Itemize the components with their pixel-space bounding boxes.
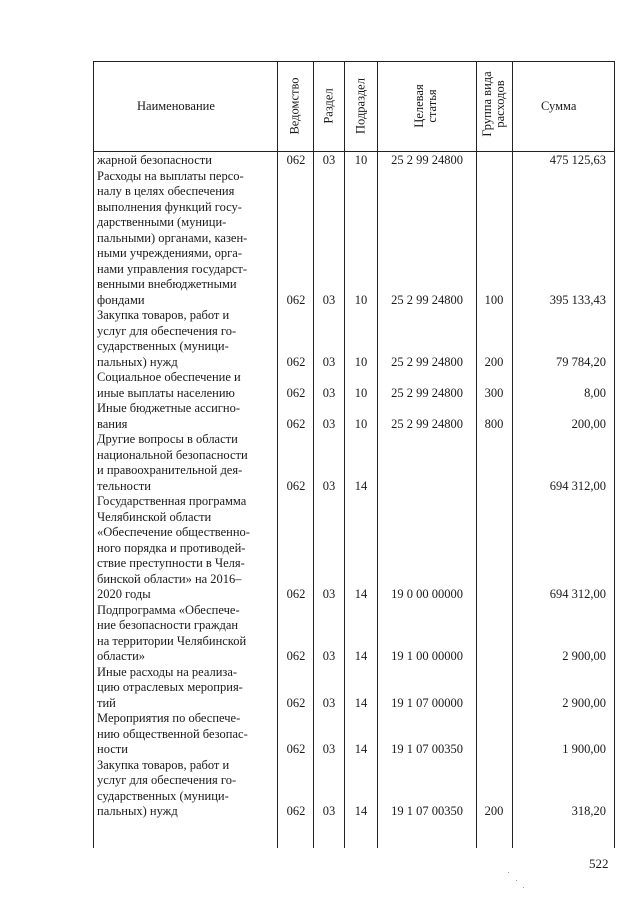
row-name-line: цию отраслевых мероприя-	[97, 680, 243, 694]
table-row	[0, 153, 640, 169]
row-name-line: области»	[97, 649, 146, 663]
row-name-line: пальных) нужд	[97, 804, 178, 818]
cell-vedomstvo: 062	[286, 478, 306, 493]
row-name-line: жарной безопасности	[97, 153, 212, 167]
row-name-line: иные выплаты населению	[97, 385, 235, 400]
table-row	[0, 169, 640, 309]
cell-razdel: 03	[322, 804, 336, 818]
scan-speck	[523, 887, 524, 888]
cell-summa: 8,00	[584, 385, 606, 400]
table-row	[0, 758, 640, 820]
row-name-line: Иные бюджетные ассигно-	[97, 401, 241, 415]
cell-gruppa-vida: 100	[484, 292, 504, 307]
cell-gruppa-vida: 200	[484, 354, 504, 369]
row-name-line: ного порядка и противодей-	[97, 540, 246, 555]
cell-summa: 200,00	[571, 416, 606, 431]
row-name-line: Другие вопросы в области	[97, 432, 238, 446]
cell-summa: 2 900,00	[562, 649, 606, 663]
row-name-line: вания	[97, 416, 128, 431]
cell-vedomstvo: 062	[286, 649, 306, 663]
table-row	[0, 665, 640, 712]
table-row	[0, 370, 640, 401]
cell-vedomstvo: 062	[286, 695, 306, 710]
cell-summa: 79 784,20	[556, 354, 606, 369]
table-row	[0, 401, 640, 432]
header-gruppa	[481, 71, 507, 136]
row-name	[97, 603, 273, 665]
row-name	[97, 432, 273, 494]
row-name-line: национальной безопасности	[97, 447, 248, 462]
cell-podrazdel: 10	[354, 385, 368, 400]
cell-summa: 2 900,00	[562, 695, 606, 710]
row-name	[97, 169, 273, 309]
row-name	[97, 711, 273, 758]
cell-celevaya-statya: 19 1 07 00350	[391, 804, 463, 818]
row-name-line: венными внебюджетными	[97, 277, 237, 291]
row-name	[97, 401, 273, 432]
header-name: Наименование	[137, 99, 215, 113]
cell-celevaya-statya: 19 0 00 00000	[391, 587, 463, 601]
table-row	[0, 432, 640, 494]
header-razdel: Раздел	[321, 88, 336, 124]
cell-razdel: 03	[322, 695, 336, 710]
row-name	[97, 758, 273, 820]
cell-summa: 318,20	[571, 804, 606, 818]
cell-celevaya-statya: 19 1 07 00000	[391, 695, 463, 710]
cell-vedomstvo: 062	[286, 385, 306, 400]
row-name-line: ние безопасности граждан	[97, 618, 239, 632]
row-name-line: Закупка товаров, работ и	[97, 308, 230, 322]
row-name-line: на территории Челябинской	[97, 633, 247, 648]
table-row	[0, 711, 640, 758]
scan-speck	[508, 872, 509, 873]
table-row	[0, 603, 640, 665]
header-summa: Сумма	[541, 99, 577, 113]
cell-celevaya-statya: 19 1 07 00350	[391, 742, 463, 756]
row-name-line: услуг для обеспечения го-	[97, 773, 237, 787]
cell-razdel: 03	[322, 292, 336, 307]
row-name	[97, 308, 273, 370]
row-name	[97, 370, 273, 401]
cell-podrazdel: 10	[354, 292, 368, 307]
row-name-line: Государственная программа	[97, 494, 247, 508]
cell-celevaya-statya: 25 2 99 24800	[391, 153, 463, 167]
row-name-line: пальными) органами, казен-	[97, 230, 248, 245]
cell-podrazdel: 14	[354, 804, 368, 818]
cell-razdel: 03	[322, 649, 336, 663]
cell-celevaya-statya: 25 2 99 24800	[391, 292, 463, 307]
cell-razdel: 03	[322, 742, 336, 756]
row-name-line: и правоохранительной дея-	[97, 463, 243, 477]
row-name	[97, 494, 273, 603]
cell-summa: 395 133,43	[549, 292, 606, 307]
row-name	[97, 665, 273, 712]
row-name-line: фондами	[97, 292, 145, 307]
header-celevaya	[413, 84, 439, 127]
cell-razdel: 03	[322, 416, 336, 431]
header-celevaya-line1: Целевая	[412, 84, 426, 128]
row-name-line: Расходы на выплаты персо-	[97, 168, 244, 183]
row-name-line: ными учреждениями, орга-	[97, 246, 243, 260]
row-name-line: нию общественной безопас-	[97, 726, 248, 741]
cell-vedomstvo: 062	[286, 354, 306, 369]
cell-celevaya-statya: 19 1 00 00000	[391, 649, 463, 663]
cell-summa: 475 125,63	[549, 153, 606, 167]
table-row	[0, 494, 640, 603]
cell-podrazdel: 10	[354, 153, 368, 167]
cell-podrazdel: 10	[354, 416, 368, 431]
cell-podrazdel: 10	[354, 354, 368, 369]
table-row	[0, 308, 640, 370]
row-name-line: выполнения функций госу-	[97, 199, 242, 214]
header-gruppa-line1: Группа вида	[480, 71, 494, 137]
row-name-line: пальных) нужд	[97, 354, 178, 369]
row-name-line: 2020 годы	[97, 587, 151, 601]
cell-summa: 694 312,00	[549, 587, 606, 601]
row-name-line: тий	[97, 695, 116, 710]
cell-gruppa-vida: 200	[484, 804, 504, 818]
header-bottom-border	[93, 151, 615, 152]
cell-summa: 1 900,00	[562, 742, 606, 756]
row-name-line: услуг для обеспечения го-	[97, 323, 237, 338]
row-name-line: тельности	[97, 478, 151, 493]
row-name-line: дарственными (муници-	[97, 215, 227, 229]
header-celevaya-line2: статья	[425, 89, 439, 123]
cell-razdel: 03	[322, 354, 336, 369]
cell-gruppa-vida: 800	[484, 416, 504, 431]
cell-vedomstvo: 062	[286, 416, 306, 431]
cell-vedomstvo: 062	[286, 153, 306, 167]
cell-gruppa-vida: 300	[484, 385, 504, 400]
scan-speck	[516, 880, 517, 881]
cell-vedomstvo: 062	[286, 742, 306, 756]
row-name-line: ности	[97, 742, 128, 756]
row-name-line: Закупка товаров, работ и	[97, 757, 230, 772]
cell-podrazdel: 14	[354, 742, 368, 756]
cell-podrazdel: 14	[354, 695, 368, 710]
row-name-line: Иные расходы на реализа-	[97, 664, 238, 679]
row-name-line: налу в целях обеспечения	[97, 184, 235, 198]
row-name-line: Подпрограмма «Обеспече-	[97, 602, 240, 617]
row-name	[97, 153, 273, 169]
table-top-border	[93, 61, 615, 62]
cell-razdel: 03	[322, 153, 336, 167]
row-name-line: сударственных (муници-	[97, 788, 229, 803]
cell-celevaya-statya: 25 2 99 24800	[391, 385, 463, 400]
cell-vedomstvo: 062	[286, 587, 306, 601]
cell-podrazdel: 14	[354, 649, 368, 663]
row-name-line: сударственных (муници-	[97, 339, 229, 353]
cell-razdel: 03	[322, 385, 336, 400]
cell-vedomstvo: 062	[286, 804, 306, 818]
row-name-line: Социальное обеспечение и	[97, 370, 241, 384]
header-podrazdel: Подраздел	[353, 78, 368, 134]
cell-celevaya-statya: 25 2 99 24800	[391, 416, 463, 431]
cell-razdel: 03	[322, 478, 336, 493]
row-name-line: ствие преступности в Челя-	[97, 556, 245, 570]
cell-celevaya-statya: 25 2 99 24800	[391, 354, 463, 369]
row-name-line: Мероприятия по обеспече-	[97, 711, 241, 725]
cell-summa: 694 312,00	[549, 478, 606, 493]
row-name-line: бинской области» на 2016–	[97, 571, 242, 586]
header-vedomstvo: Ведомство	[287, 77, 302, 135]
row-name-line: нами управления государст-	[97, 261, 248, 276]
cell-vedomstvo: 062	[286, 292, 306, 307]
cell-podrazdel: 14	[354, 478, 368, 493]
cell-razdel: 03	[322, 587, 336, 601]
page-number: 522	[589, 856, 609, 871]
cell-podrazdel: 14	[354, 587, 368, 601]
row-name-line: «Обеспечение общественно-	[97, 525, 250, 539]
header-gruppa-line2: расходов	[493, 80, 507, 128]
row-name-line: Челябинской области	[97, 509, 212, 524]
